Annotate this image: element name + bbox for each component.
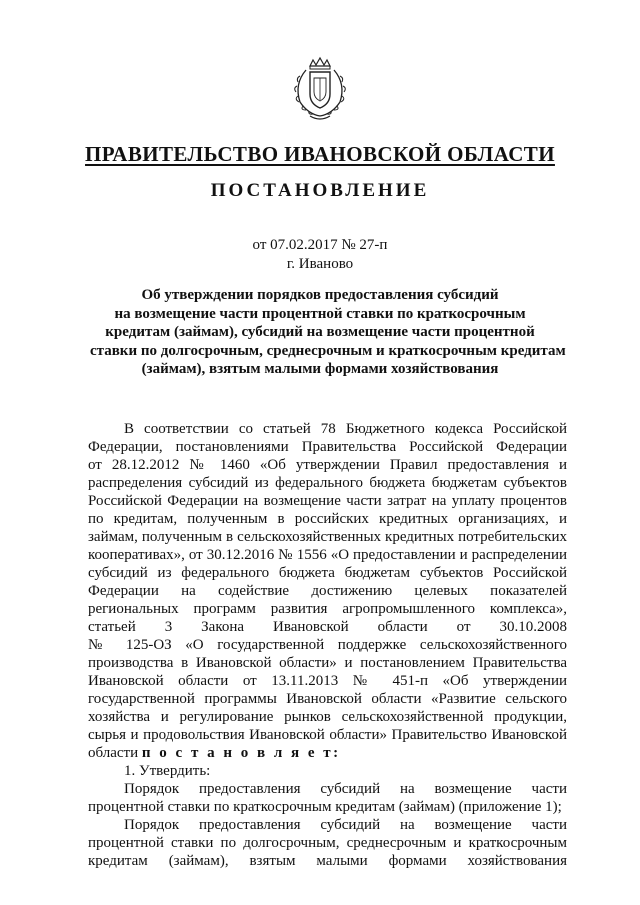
coat-of-arms-emblem: [286, 56, 354, 124]
document-type: ПОСТАНОВЛЕНИЕ: [210, 180, 430, 201]
body-line-resolves: [88, 744, 567, 762]
body-line: Ивановской области от 13.11.2013 № 451-п «Об утверждении: [88, 673, 567, 689]
order-2-line: процентной ставки по долгосрочным, среднесрочным и краткосрочным: [88, 835, 567, 851]
body-line: распределения субсидий из федерального бюджета бюджетам субъектов: [88, 475, 567, 491]
body-line: от 28.12.2012 № 1460 «Об утверждении Правил предоставления и: [88, 457, 567, 473]
body-line: займам, полученным в сельскохозяйственных кредитных потребительских: [88, 529, 567, 545]
order-1-line: Порядок предоставления субсидий на возмещение части: [124, 781, 567, 797]
document-body: [88, 420, 567, 870]
document-city: г. Иваново: [286, 256, 354, 272]
body-line: государственной программы Ивановской области «Развитие сельского: [88, 691, 567, 707]
order-2-line: Порядок предоставления субсидий на возмещение части: [124, 817, 567, 833]
body-line: Федерации на содействие достижению целевых показателей: [88, 583, 567, 599]
body-line: Российской Федерации на возмещение части затрат на уплату процентов: [88, 493, 567, 509]
resolves-word: п о с т а н о в л я е т:: [141, 745, 341, 761]
subject-line: ставки по долгосрочным, среднесрочным и краткосрочным кредитам: [90, 342, 566, 359]
body-line: региональных программ развития агропромышленного комплекса»,: [88, 601, 567, 617]
body-line: Федерации, постановлениями Правительства Российской Федерации: [88, 439, 567, 455]
subject-line: (займам), взятым малыми формами хозяйствования: [141, 361, 499, 377]
document-subject: [90, 286, 566, 379]
body-line: субсидий из федерального бюджета бюджетам субъектов Российской: [88, 565, 567, 581]
body-line: хозяйства и регулирование рынков сельскохозяйственной продукции,: [88, 709, 567, 725]
body-line: по кредитам, полученным в российских кредитных организациях, и: [88, 511, 567, 527]
government-title: ПРАВИТЕЛЬСТВО ИВАНОВСКОЙ ОБЛАСТИ: [85, 142, 555, 166]
order-1-line: процентной ставки по краткосрочным кредитам (займам) (приложение 1);: [88, 799, 562, 815]
body-line: кооперативах», от 30.12.2016 № 1556 «О предоставлении и распределении: [88, 547, 567, 563]
body-line: № 125-ОЗ «О государственной поддержке сельскохозяйственного: [88, 637, 567, 653]
item-1-label: 1. Утвердить:: [124, 763, 211, 779]
body-line: В соответствии со статьей 78 Бюджетного кодекса Российской: [124, 421, 567, 437]
subject-line: на возмещение части процентной ставки по краткосрочным: [114, 305, 526, 322]
subject-line: кредитам (займам), субсидий на возмещение части процентной: [105, 324, 535, 340]
document-date-number: от 07.02.2017 № 27-п: [252, 237, 388, 253]
order-2-line: кредитам (займам), взятым малыми формами хозяйствования: [88, 853, 567, 869]
subject-line: Об утверждении порядков предоставления субсидий: [141, 287, 499, 303]
body-line: статьей 3 Закона Ивановской области от 30.10.2008: [88, 619, 567, 635]
body-line: производства в Ивановской области» и постановлением Правительства: [88, 655, 567, 671]
body-line: сырья и продовольствия Ивановской области» Правительство Ивановской: [88, 727, 567, 743]
body-line-prefix: области: [88, 745, 139, 761]
